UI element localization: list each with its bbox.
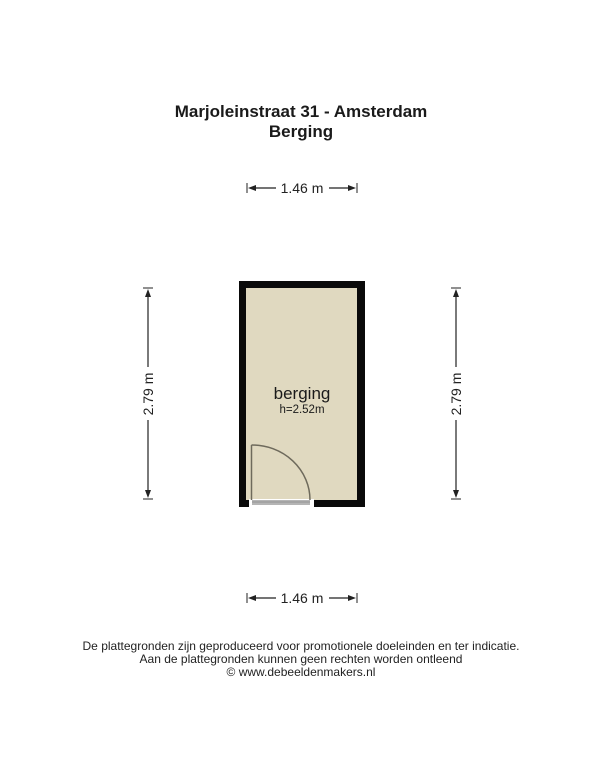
disclaimer-line-1: De plattegronden zijn geproduceerd voor promotionele doeleinden en ter indicatie. — [82, 639, 520, 653]
dimension-left-height — [140, 288, 156, 499]
disclaimer-line-2: Aan de plattegronden kunnen geen rechten worden ontleend — [139, 652, 463, 666]
room-height: h=2.52m — [279, 404, 325, 416]
dimension-right-height — [448, 288, 464, 499]
dimension-label: 2.79 m — [140, 372, 156, 416]
room-name: berging — [273, 384, 331, 403]
door-threshold — [252, 500, 310, 505]
dimension-bottom-width — [247, 590, 357, 606]
copyright-line: © www.debeeldenmakers.nl — [226, 665, 376, 679]
dimension-label: 1.46 m — [280, 180, 324, 196]
dimension-label: 1.46 m — [280, 590, 324, 606]
plan-title: Marjoleinstraat 31 - Amsterdam — [174, 102, 428, 121]
dimension-label: 2.79 m — [448, 372, 464, 416]
dimension-top-width — [247, 180, 357, 196]
room-berging — [239, 281, 365, 507]
plan-subtitle: Berging — [268, 122, 334, 141]
